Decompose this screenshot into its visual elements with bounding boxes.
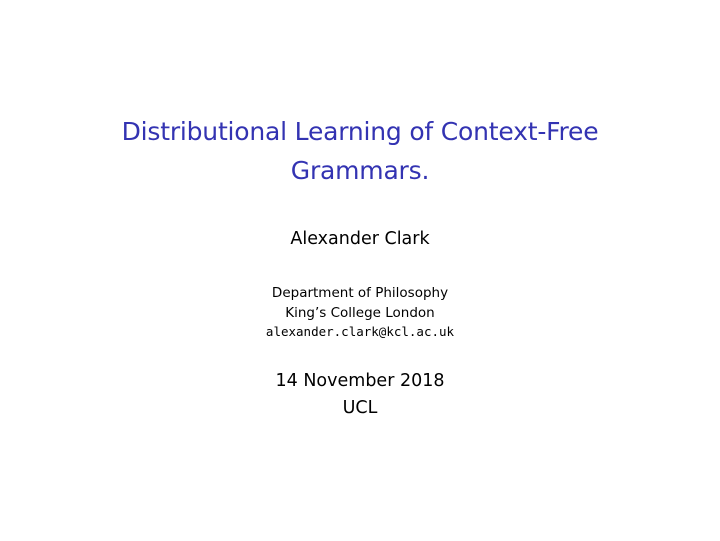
presentation-title-line-1: Distributional Learning of Context-Free <box>121 117 599 146</box>
department-name: Department of Philosophy <box>271 285 449 301</box>
presentation-date: 14 November 2018 <box>275 371 445 391</box>
presentation-location: UCL <box>342 398 378 418</box>
college-name: King’s College London <box>285 305 435 321</box>
author-name: Alexander Clark <box>290 229 430 249</box>
author-email: alexander.clark@kcl.ac.uk <box>265 324 455 339</box>
presentation-title-line-2: Grammars. <box>290 156 430 185</box>
